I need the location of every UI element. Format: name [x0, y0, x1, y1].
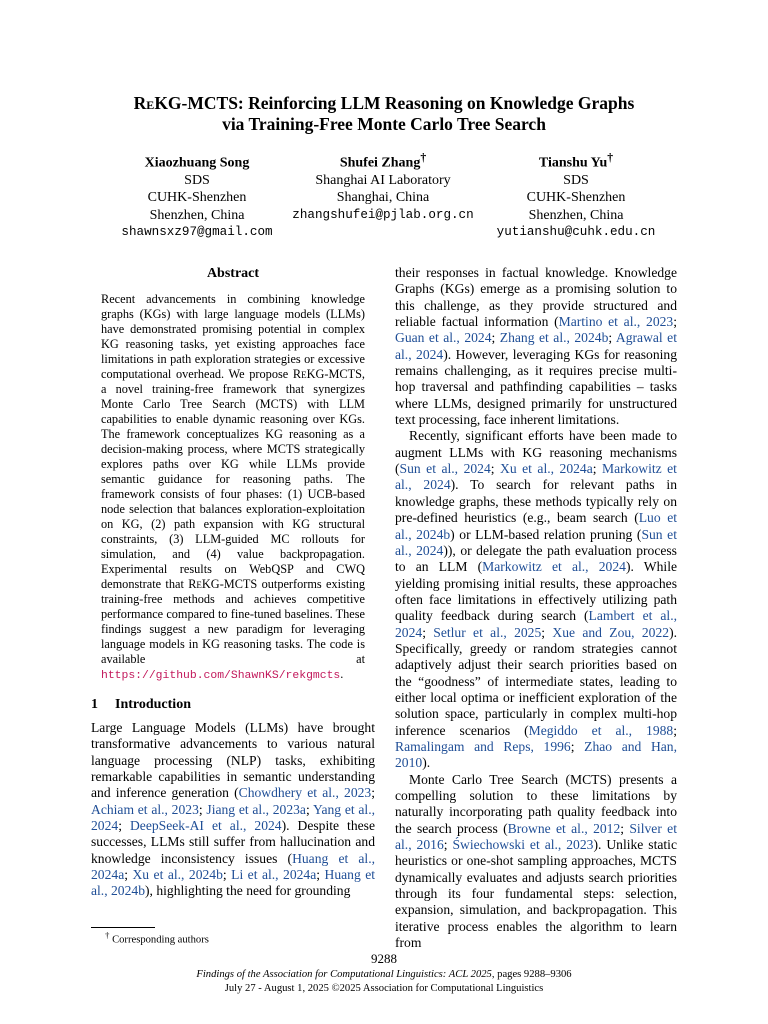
footnote: † Corresponding authors	[105, 930, 209, 946]
title-name-smallcaps: ReKG	[133, 93, 182, 113]
citation-link[interactable]: Achiam et al., 2023	[91, 801, 199, 817]
citation-link[interactable]: Xu et al., 2024a	[500, 461, 593, 477]
paragraph: their responses in factual knowledge. Knowledge Graphs (KGs) emerge as a promising solution to this challenge, as they provide structured and reliable factual information (Martino et al., 2023; Guan et al., 2024; Zhang et al., 2024b; Agrawal et al., 2024). However, leveraging KGs for reasoning remains challenging, as it requires precise multi-hop traversal and pathfinding capabilities – tasks where LLMs, designed primarily for unstructured text processing, face inherent limitations.	[395, 265, 677, 428]
author-name: Shufei Zhang†	[339, 151, 427, 171]
author-affiliation: Shanghai, China	[336, 190, 430, 206]
right-column	[395, 265, 677, 951]
title-line-2: via Training-Free Monte Carlo Tree Search	[222, 114, 546, 134]
citation-link[interactable]: Jiang et al., 2023a	[206, 801, 306, 817]
abstract-body: Recent advancements in combining knowledge graphs (KGs) with large language models (LLMs) have demonstrated promising potential in complex KG reasoning tasks, yet existing approaches face limitations in path exploration strategies or excessive computational overhead. We propose ReKG-MCTS, a novel training-free framework that synergizes Monte Carlo Tree Search (MCTS) with LLM capabilities to enable dynamic reasoning over KGs. The framework conceptualizes KG reasoning as a decision-making process, where MCTS strategically explores paths over KG while LLMs provide semantic guidance for reasoning paths. The framework consists of four phases: (1) UCB-based node selection that balances exploration-exploitation on KG, (2) path expansion with KG structural constraints, (3) LLM-guided MC rollouts for simulation, and (4) value backpropagation. Experimental results on WebQSP and CWQ demonstrate that ReKG-MCTS outperforms existing training-free methods and achieves competitive performance compared to fine-tuned baselines. These findings suggest a new paradigm for leveraging language models in KG reasoning tasks. The code is available at https://github.com/ShawnKS/rekgmcts.	[101, 292, 365, 682]
section-heading-introduction: 1 Introduction	[91, 697, 191, 712]
citation-link[interactable]: Yang et al., 2024	[91, 801, 376, 834]
citation-link[interactable]: Luo et al., 2024b	[395, 510, 678, 542]
citation-link[interactable]: Xu et al., 2024b	[132, 867, 223, 883]
venue-footer	[0, 968, 768, 996]
citation-link[interactable]: Li et al., 2024a	[231, 867, 317, 883]
citation-link[interactable]: Markowitz et al., 2024	[482, 559, 626, 575]
code-url-link[interactable]: https://github.com/ShawnKS/rekgmcts	[101, 670, 341, 682]
author-3	[446, 149, 706, 242]
citation-link[interactable]: Xue and Zou, 2022	[552, 624, 670, 640]
author-affiliation: CUHK-Shenzhen	[147, 190, 247, 206]
page-number: 9288	[371, 951, 397, 966]
citation-link[interactable]: Sun et al., 2024	[399, 461, 491, 477]
paragraph: Recently, significant efforts have been made to augment LLMs with KG reasoning mechanisms (Sun et al., 2024; Xu et al., 2024a; Markowitz et al., 2024). To search for relevant paths in knowledge graphs, these methods typically rely on pre-defined heuristics (e.g., beam search (Luo et al., 2024b) or LLM-based relation pruning (Sun et al., 2024)), or delegate the path evaluation process to an LLM (Markowitz et al., 2024). While yielding promising initial results, these approaches often face limitations in effectively utilizing path quality feedback during search (Lambert et al., 2024; Setlur et al., 2025; Xue and Zou, 2022). Specifically, greedy or random strategies cannot adaptively adjust their search priorities based on the “goodness” of intermediate states, leading to either local optima or inefficient exploration of the solution space, particularly in complex multi-hop inference scenarios (Megiddo et al., 1988; Ramalingam and Reps, 1996; Zhao and Han, 2010).	[395, 428, 678, 771]
title-line-1: ReKG-MCTS: Reinforcing LLM Reasoning on Knowledge Graphs	[133, 93, 635, 113]
citation-link[interactable]: Świechowski et al., 2023	[452, 837, 594, 853]
citation-link[interactable]: Megiddo et al., 1988	[528, 722, 674, 738]
paper-title	[0, 93, 768, 135]
author-email: yutianshu@cuhk.edu.cn	[496, 225, 656, 240]
citation-link[interactable]: DeepSeek-AI et al., 2024	[129, 818, 282, 834]
citation-link[interactable]: Ramalingam and Reps, 1996	[395, 738, 571, 754]
citation-link[interactable]: Setlur et al., 2025	[433, 624, 542, 640]
citation-link[interactable]: Browne et al., 2012	[507, 820, 621, 836]
author-affiliation: Shenzhen, China	[528, 207, 624, 223]
footnote-rule	[91, 927, 155, 928]
citation-link[interactable]: Agrawal et al., 2024	[395, 330, 677, 362]
author-affiliation: CUHK-Shenzhen	[526, 190, 626, 206]
author-affiliation: Shanghai AI Laboratory	[315, 173, 451, 189]
citation-link[interactable]: Guan et al., 2024	[395, 330, 492, 346]
author-email: shawnsxz97@gmail.com	[121, 225, 273, 240]
intro-paragraph-1: Large Language Models (LLMs) have brought transformative advancements to various natural language processing (NLP) tasks, exhibiting remarkable capabilities in semantic understanding and inference generation (Chowdhery et al., 2023; Achiam et al., 2023; Jiang et al., 2023a; Yang et al., 2024; DeepSeek-AI et al., 2024). Despite these successes, LLMs still suffer from hallucination and knowledge inconsistency issues (Huang et al., 2024a; Xu et al., 2024b; Li et al., 2024a; Huang et al., 2024b), highlighting the need for grounding	[91, 720, 376, 899]
venue-line-1: Findings of the Association for Computational Linguistics: ACL 2025, pages 9288–9306	[196, 969, 572, 980]
citation-link[interactable]: Zhao and Han, 2010	[395, 738, 677, 771]
citation-link[interactable]: Chowdhery et al., 2023	[238, 785, 372, 801]
citation-link[interactable]: Sun et al., 2024	[395, 526, 677, 558]
citation-link[interactable]: Markowitz et al., 2024	[395, 461, 677, 493]
author-name: Xiaozhuang Song	[144, 155, 250, 171]
citation-link[interactable]: Lambert et al., 2024	[395, 608, 677, 640]
author-affiliation: SDS	[184, 173, 210, 189]
author-affiliation: SDS	[563, 173, 589, 189]
author-name: Tianshu Yu†	[538, 151, 614, 171]
citation-link[interactable]: Huang et al., 2024a	[91, 850, 375, 883]
venue-line-2: July 27 - August 1, 2025 ©2025 Association for Computational Linguistics	[224, 983, 544, 994]
author-email: zhangshufei@pjlab.org.cn	[292, 207, 474, 222]
paragraph: Monte Carlo Tree Search (MCTS) presents a compelling solution to these limitations by naturally incorporating path quality feedback into the search process (Browne et al., 2012; Silver et al., 2016; Świechowski et al., 2023). Unlike static heuristics or one-shot sampling approaches, MCTS dynamically evaluates and adjusts search priorities through its four fundamental steps: selection, expansion, simulation, and backpropagation. This iterative process enables the algorithm to learn from	[395, 771, 677, 951]
citation-link[interactable]: Huang et al., 2024b	[91, 867, 376, 899]
citation-link[interactable]: Silver et al., 2016	[395, 820, 677, 853]
author-affiliation: Shenzhen, China	[149, 207, 245, 223]
citation-link[interactable]: Martino et al., 2023	[558, 314, 674, 330]
left-column	[91, 265, 375, 900]
abstract-heading: Abstract	[206, 266, 260, 281]
citation-link[interactable]: Zhang et al., 2024b	[499, 330, 609, 346]
